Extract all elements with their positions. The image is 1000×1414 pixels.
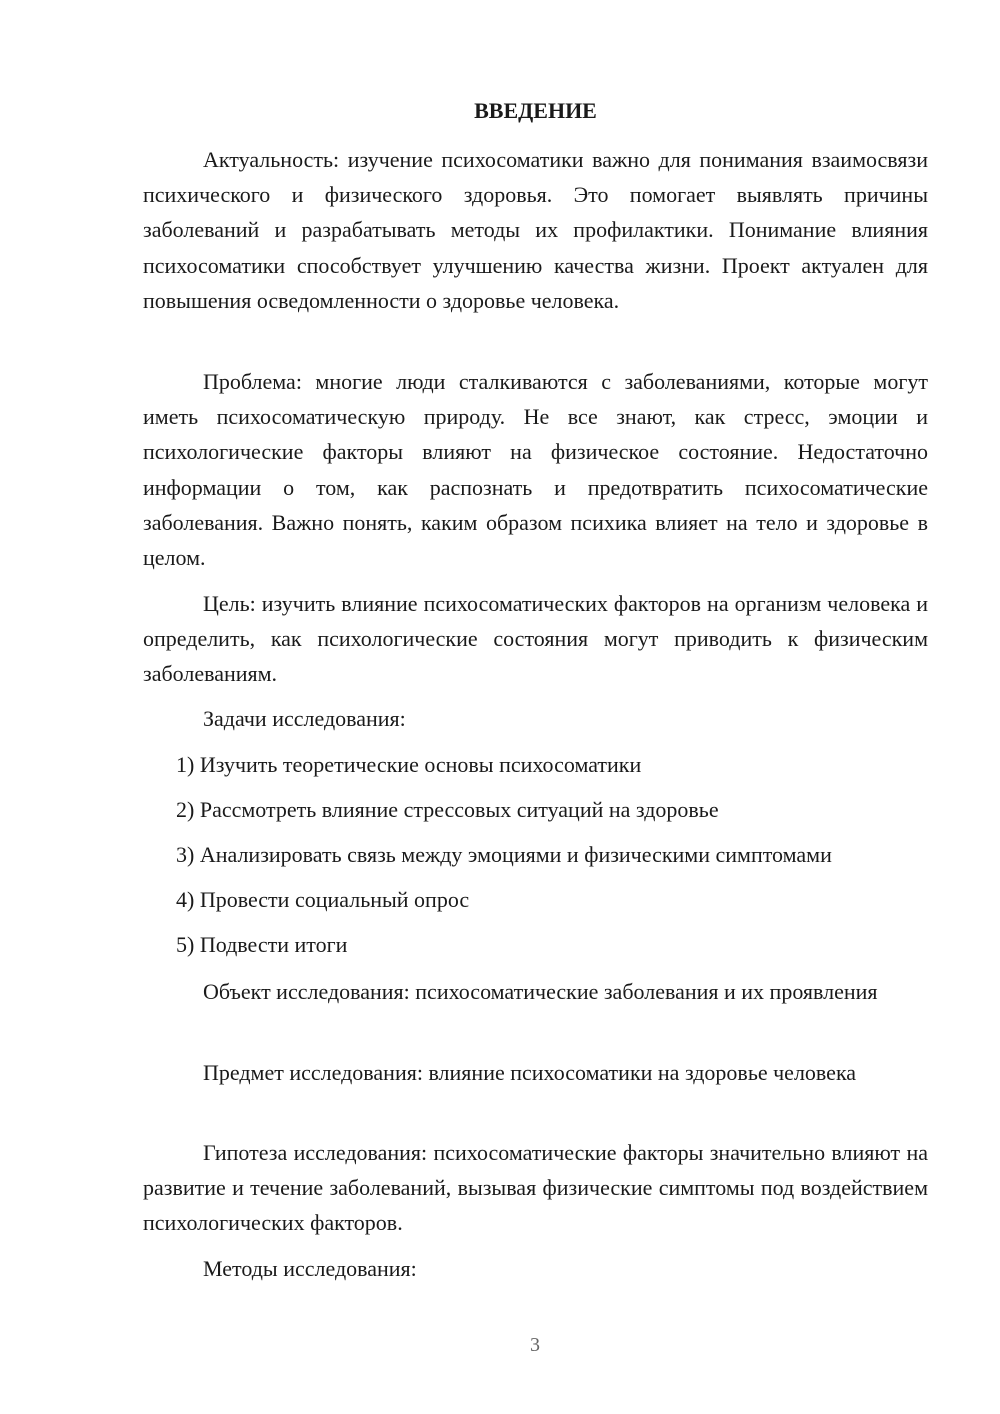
list-item bbox=[176, 837, 936, 872]
problem-paragraph: Проблема: многие люди сталкиваются с заболеваниями, которые могут иметь психосоматическую природу. Не все знают, как стресс, эмоции и психологические факторы влияют на физическое состояние. Недостаточно информации о том, как распознать и предотвратить психосоматические заболевания. Важно понять, каким образом психика влияет на тело и здоровье в целом. bbox=[143, 369, 928, 571]
list-item bbox=[176, 882, 936, 917]
list-item-number: 3) bbox=[176, 842, 195, 867]
list-item-text: Изучить теоретические основы психосоматики bbox=[199, 752, 642, 777]
list-item-number: 2) bbox=[176, 797, 195, 822]
object-paragraph: Объект исследования: психосоматические заболевания и их проявления bbox=[203, 979, 878, 1004]
page-title: ВВЕДЕНИЕ bbox=[474, 98, 597, 123]
list-item bbox=[176, 747, 936, 782]
list-item-number: 4) bbox=[176, 887, 195, 912]
hypothesis-paragraph: Гипотеза исследования: психосоматические факторы значительно влияют на развитие и течение заболеваний, вызывая физические симптомы под воздействием психологических факторов. bbox=[143, 1140, 928, 1236]
list-item-number: 1) bbox=[176, 752, 195, 777]
list-item-number: 5) bbox=[176, 932, 195, 957]
list-item-text: Анализировать связь между эмоциями и физическими симптомами bbox=[199, 842, 832, 867]
list-item-text: Провести социальный опрос bbox=[199, 887, 470, 912]
list-item-text: Подвести итоги bbox=[199, 932, 348, 957]
subject-paragraph: Предмет исследования: влияние психосоматики на здоровье человека bbox=[203, 1060, 857, 1085]
list-item bbox=[176, 792, 936, 827]
relevance-paragraph: Актуальность: изучение психосоматики важно для понимания взаимосвязи психического и физического здоровья. Это помогает выявлять причины заболеваний и разрабатывать методы их профилактики. Понимание влияния психосоматики способствует улучшению качества жизни. Проект актуален для повышения осведомленности о здоровье человека. bbox=[143, 147, 928, 313]
goal-paragraph: Цель: изучить влияние психосоматических факторов на организм человека и определить, как психологические состояния могут приводить к физическим заболеваниям. bbox=[143, 591, 928, 687]
methods-heading: Методы исследования: bbox=[203, 1256, 417, 1281]
list-item-text: Рассмотреть влияние стрессовых ситуаций на здоровье bbox=[199, 797, 719, 822]
page-number: 3 bbox=[530, 1334, 540, 1356]
list-item bbox=[176, 927, 936, 962]
tasks-heading: Задачи исследования: bbox=[203, 706, 406, 731]
